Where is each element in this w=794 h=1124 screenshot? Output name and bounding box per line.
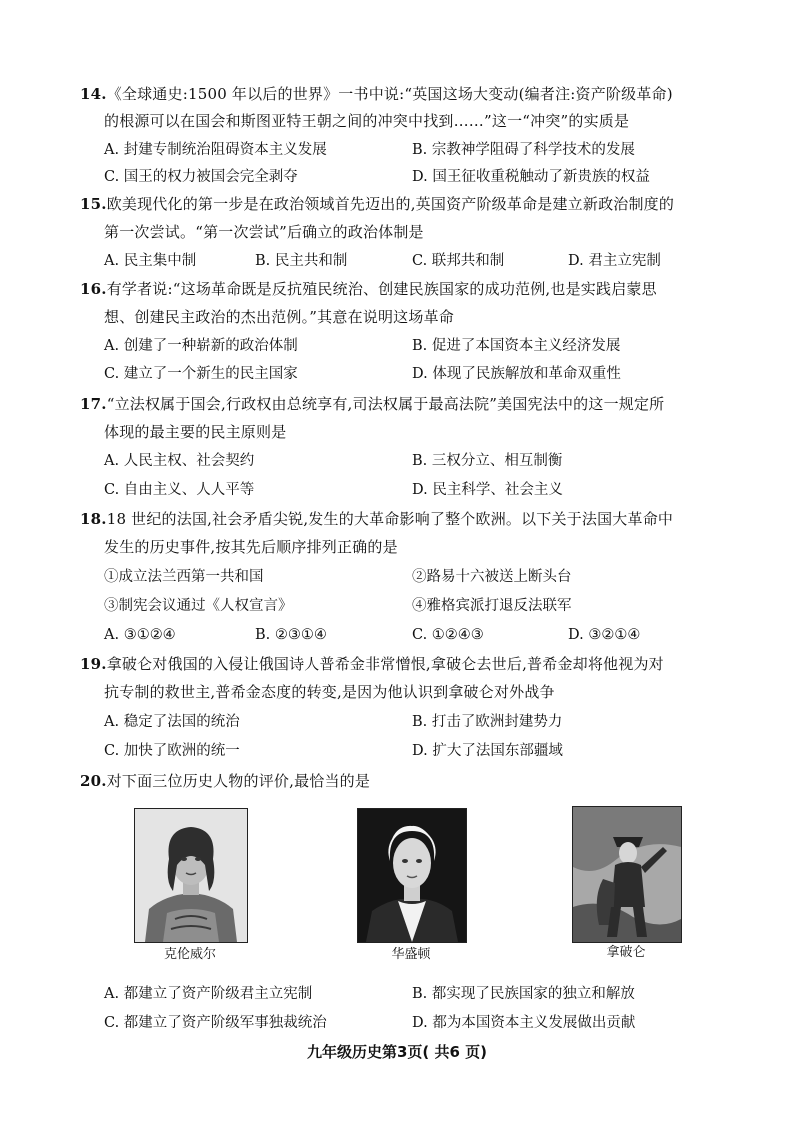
portrait-cromwell	[134, 808, 248, 943]
question-16-option-b: B. 促进了本国资本主义经济发展	[412, 338, 621, 354]
question-18-option-c: C. ①②④③	[412, 627, 484, 643]
question-15-option-a: A. 民主集中制	[104, 253, 197, 269]
question-15-option-b: B. 民主共和制	[255, 253, 348, 269]
question-18-event-2: ②路易十六被送上断头台	[412, 569, 572, 585]
portrait-caption-cromwell: 克伦威尔	[163, 947, 216, 962]
portrait-cromwell-image	[135, 809, 247, 942]
question-18-option-a: A. ③①②④	[104, 627, 176, 643]
question-16-stem-line-1: 16.有学者说:“这场革命既是反抗殖民统治、创建民族国家的成功范例,也是实践启蒙思	[80, 280, 657, 298]
portrait-washington	[357, 808, 467, 943]
question-19-option-d: D. 扩大了法国东部疆域	[412, 743, 563, 759]
portrait-napoleon	[572, 806, 682, 943]
question-18-event-4: ④雅格宾派打退反法联军	[412, 598, 572, 614]
question-18-event-1: ①成立法兰西第一共和国	[104, 569, 264, 585]
question-17-option-d: D. 民主科学、社会主义	[412, 482, 563, 498]
question-17-option-a: A. 人民主权、社会契约	[104, 453, 255, 469]
portrait-washington-image	[358, 809, 466, 942]
portrait-caption-napoleon: 拿破仑	[606, 945, 646, 960]
question-14-stem-line-1: 14.《全球通史:1500 年以后的世界》一书中说:“英国这场大变动(编者注:资产阶级革命)	[80, 85, 673, 103]
question-14-stem-line-2: 的根源可以在国会和斯图亚特王朝之间的冲突中找到……”这一“冲突”的实质是	[104, 112, 630, 130]
question-16-option-d: D. 体现了民族解放和革命双重性	[412, 366, 621, 382]
question-17-option-b: B. 三权分立、相互制衡	[412, 453, 563, 469]
question-14-option-d: D. 国王征收重税触动了新贵族的权益	[412, 169, 650, 185]
question-20-option-b: B. 都实现了民族国家的独立和解放	[412, 986, 635, 1002]
question-18-stem-line-2: 发生的历史事件,按其先后顺序排列正确的是	[104, 538, 398, 556]
question-15-option-c: C. 联邦共和制	[412, 253, 505, 269]
question-20-option-a: A. 都建立了资产阶级君主立宪制	[104, 986, 313, 1002]
question-19-option-a: A. 稳定了法国的统治	[104, 714, 240, 730]
question-17-option-c: C. 自由主义、人人平等	[104, 482, 255, 498]
question-18-event-3: ③制宪会议通过《人权宣言》	[104, 598, 293, 614]
question-19-option-b: B. 打击了欧洲封建势力	[412, 714, 563, 730]
question-19-stem-line-2: 抗专制的救世主,普希金态度的转变,是因为他认识到拿破仑对外战争	[104, 683, 555, 701]
page-footer: 九年级历史第3页( 共6 页)	[306, 1043, 488, 1061]
question-19-option-c: C. 加快了欧洲的统一	[104, 743, 240, 759]
question-16-option-c: C. 建立了一个新生的民主国家	[104, 366, 298, 382]
question-15-stem-line-1: 15.欧美现代化的第一步是在政治领域首先迈出的,英国资产阶级革命是建立新政治制度的	[80, 195, 675, 213]
question-15-option-d: D. 君主立宪制	[568, 253, 661, 269]
question-14-option-c: C. 国王的权力被国会完全剥夺	[104, 169, 298, 185]
portrait-caption-washington: 华盛顿	[391, 947, 431, 962]
question-20-option-c: C. 都建立了资产阶级军事独裁统治	[104, 1015, 327, 1031]
question-19-stem-line-1: 19.拿破仑对俄国的入侵让俄国诗人普希金非常憎恨,拿破仑去世后,普希金却将他视为对	[80, 655, 664, 673]
question-16-stem-line-2: 想、创建民主政治的杰出范例。”其意在说明这场革命	[104, 308, 454, 326]
portrait-napoleon-image	[573, 807, 681, 942]
question-14-option-b: B. 宗教神学阻碍了科学技术的发展	[412, 142, 635, 158]
question-17-stem-line-2: 体现的最主要的民主原则是	[104, 423, 287, 441]
question-20-stem-line-1: 20.对下面三位历史人物的评价,最恰当的是	[80, 772, 371, 790]
question-14-option-a: A. 封建专制统治阻碍资本主义发展	[104, 142, 327, 158]
question-16-option-a: A. 创建了一种崭新的政治体制	[104, 338, 298, 354]
question-18-stem-line-1: 18.18 世纪的法国,社会矛盾尖锐,发生的大革命影响了整个欧洲。以下关于法国大革命中	[80, 510, 674, 528]
question-18-option-b: B. ②③①④	[255, 627, 327, 643]
question-17-stem-line-1: 17.“立法权属于国会,行政权由总统享有,司法权属于最高法院”美国宪法中的这一规定所	[80, 395, 665, 413]
question-18-option-d: D. ③②①④	[568, 627, 641, 643]
question-20-option-d: D. 都为本国资本主义发展做出贡献	[412, 1015, 636, 1031]
question-15-stem-line-2: 第一次尝试。“第一次尝试”后确立的政治体制是	[104, 223, 424, 241]
